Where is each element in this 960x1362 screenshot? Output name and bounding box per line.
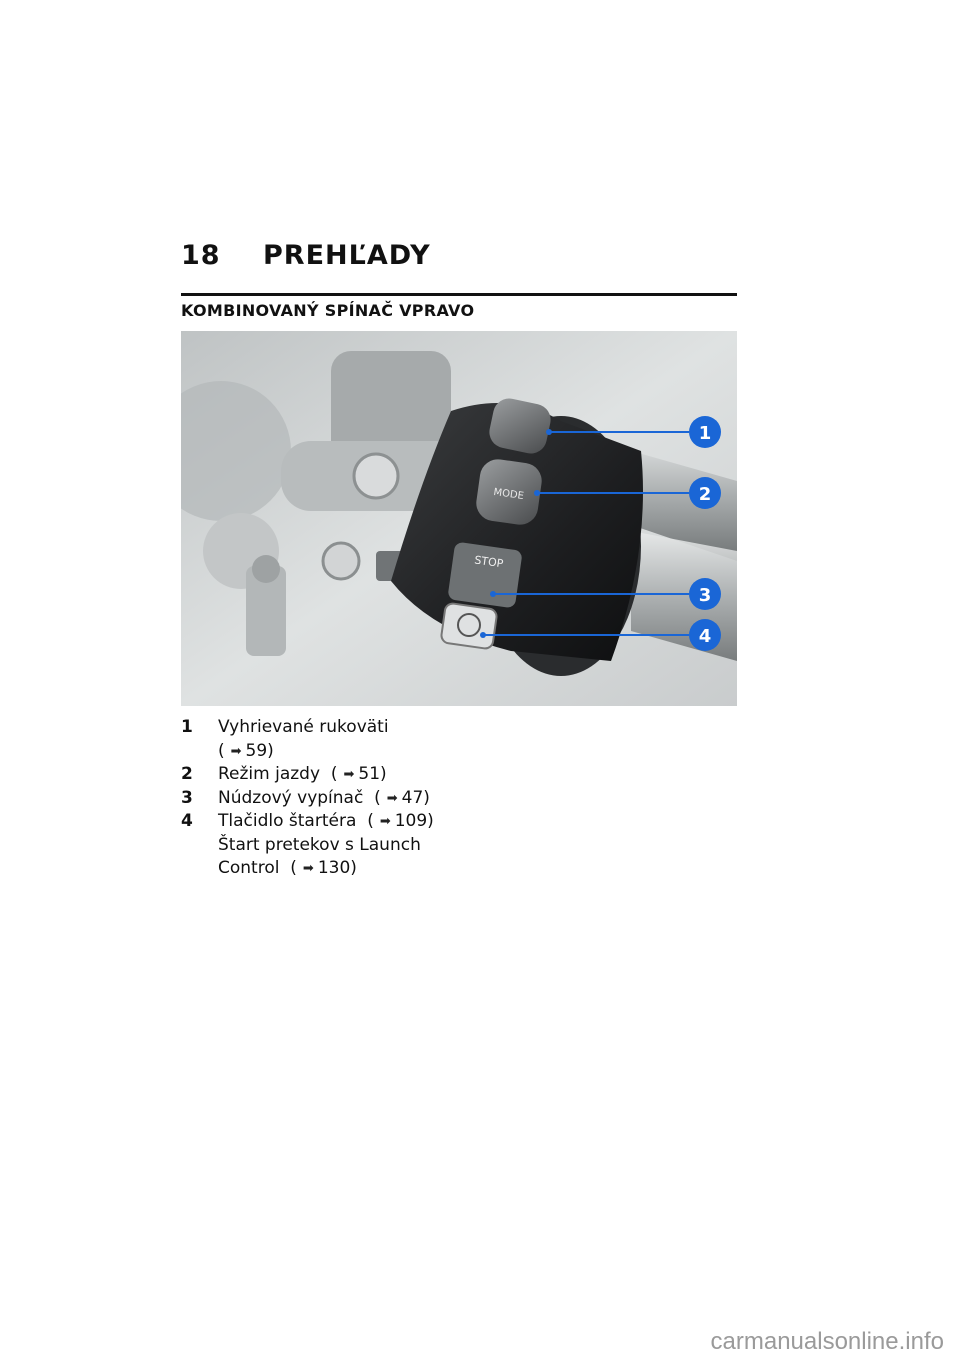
legend-text: Režim jazdy: [218, 764, 321, 784]
watermark: carmanualsonline.info: [710, 1328, 944, 1355]
page-ref-arrow-icon: ➡: [230, 743, 242, 759]
legend-list: [181, 716, 511, 881]
chapter-title: PREHĽADY: [263, 240, 431, 271]
page-ref-link[interactable]: 59): [245, 740, 274, 761]
legend-number: 1: [181, 717, 193, 737]
legend-number: 2: [181, 764, 193, 784]
stop-button-label: STOP: [473, 553, 505, 571]
legend-item-3: 3 Núdzový vypínač ( ➡ 47): [181, 787, 511, 811]
page-ref-arrow-icon: ➡: [343, 767, 355, 782]
legend-item-1: 1 Vyhrievané rukoväti ( ➡ 59): [181, 716, 511, 763]
legend-text-extra: Štart pretekov s Launch: [218, 834, 421, 855]
page-ref-link[interactable]: 51): [358, 764, 387, 784]
page-ref-arrow-icon: ➡: [302, 861, 314, 876]
legend-text: Tlačidlo štartéra: [218, 811, 357, 831]
page-ref-link[interactable]: 47): [401, 787, 430, 808]
legend-text: Núdzový vypínač: [218, 787, 364, 808]
callout-2: [689, 477, 721, 509]
svg-text:3: 3: [698, 585, 712, 606]
svg-text:2: 2: [698, 484, 712, 505]
switch-illustration: [181, 331, 737, 706]
page-number: 18: [181, 240, 221, 271]
callout-3: [689, 578, 721, 610]
page-ref-arrow-icon: ➡: [379, 814, 391, 829]
page-ref-link[interactable]: 109): [394, 811, 434, 831]
svg-text:1: 1: [698, 423, 712, 444]
svg-text:4: 4: [698, 626, 712, 647]
legend-item-4: 4 Tlačidlo štartéra ( ➡ 109) Štart pretekov s Launch Control ( ➡ 130): [181, 810, 511, 881]
section-title: KOMBINOVANÝ SPÍNAČ VPRAVO: [181, 301, 475, 320]
legend-item-2: 2 Režim jazdy ( ➡ 51): [181, 763, 511, 787]
legend-text: Vyhrievané rukoväti: [218, 717, 389, 737]
callout-1: [689, 416, 721, 448]
handlebar-switch-photo: [181, 331, 737, 706]
page-ref-arrow-icon: ➡: [386, 790, 398, 806]
callout-4: [689, 619, 721, 651]
legend-number: 4: [181, 811, 193, 831]
header-rule: [181, 293, 737, 296]
mode-button-label: MODE: [492, 486, 525, 503]
legend-number: 3: [181, 787, 193, 808]
page-ref-link[interactable]: 130): [317, 858, 357, 878]
